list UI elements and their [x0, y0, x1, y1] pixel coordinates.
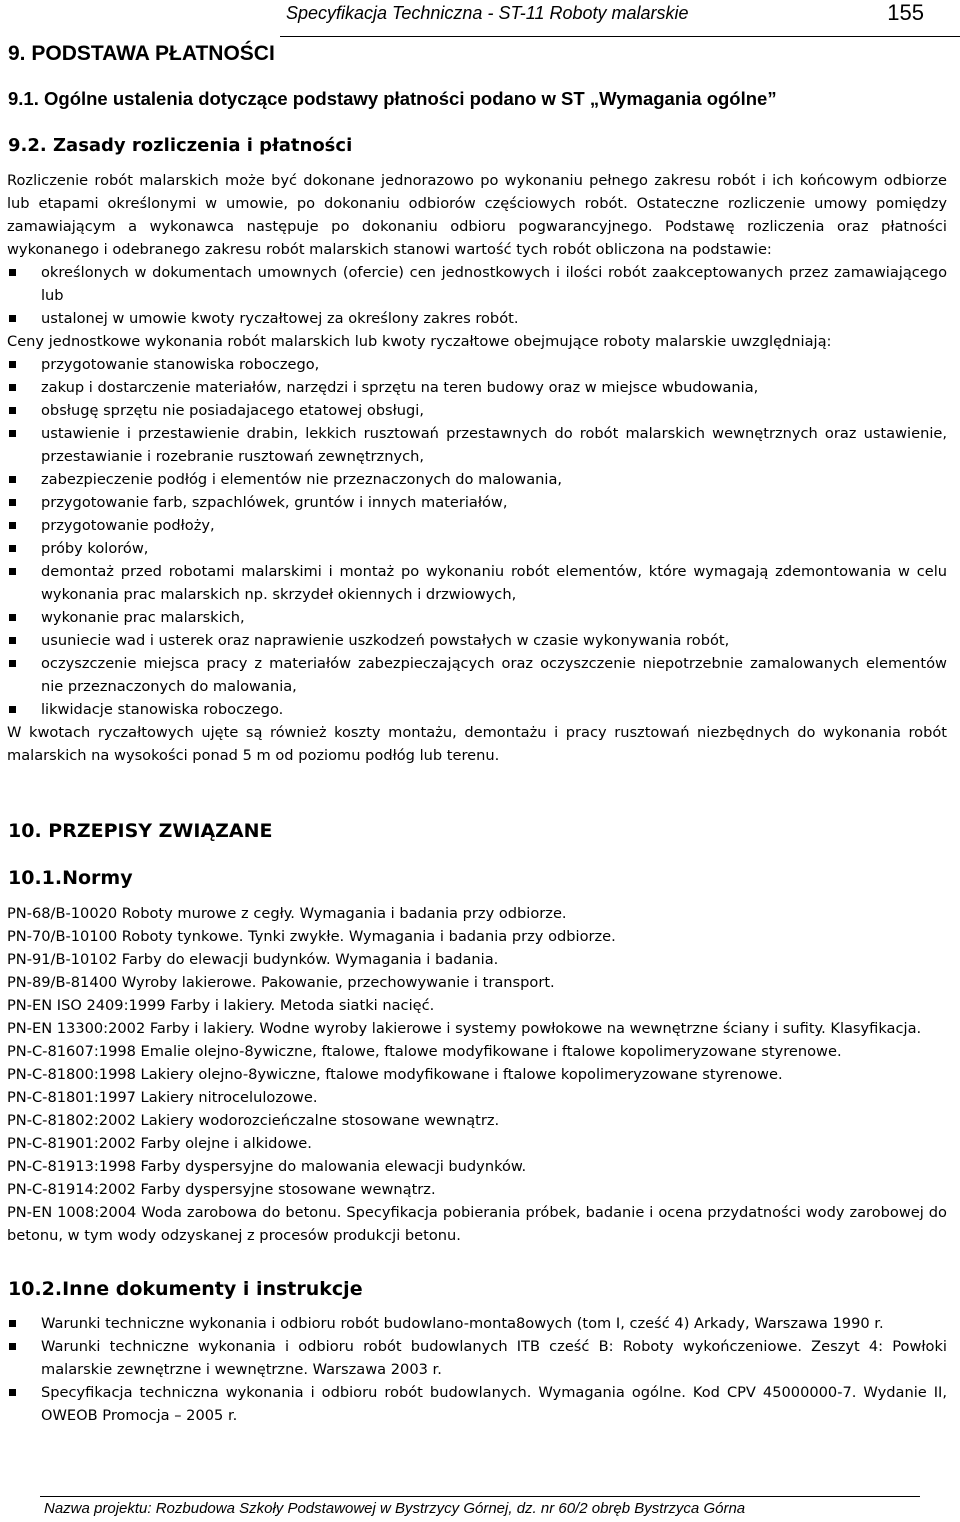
norm-item: PN-C-81913:1998 Farby dyspersyjne do malowania elewacji budynków. — [7, 1158, 527, 1175]
list-item: próby kolorów, — [7, 537, 947, 560]
unit-prices-paragraph: Ceny jednostkowe wykonania robót malarskich lub kwoty ryczałtowe obejmujące roboty malarskie uwzględniają: — [7, 333, 832, 350]
list-item: oczyszczenie miejsca pracy z materiałów zabezpieczających oraz oczyszczenie niepotrzebnie zamalowanych elementów nie przeznaczonych do malowania, — [7, 652, 947, 698]
norm-item: PN-C-81914:2002 Farby dyspersyjne stosowane wewnątrz. — [7, 1181, 436, 1198]
footer-rule — [40, 1496, 920, 1497]
section-10-1-heading: 10.1.Normy — [8, 867, 133, 889]
other-documents — [7, 1312, 947, 1427]
list-item: obsługę sprzętu nie posiadajacego etatowej obsługi, — [7, 399, 947, 422]
page-number: 155 — [887, 0, 924, 25]
list-item: Warunki techniczne wykonania i odbioru robót budowlano-monta8owych (tom I, cześć 4) Arkady, Warszawa 1990 r. — [7, 1312, 947, 1335]
list-item: ustalonej w umowie kwoty ryczałtowej za określony zakres robót. — [7, 307, 947, 330]
list-item: przygotowanie podłoży, — [7, 514, 947, 537]
norm-item: PN-C-81800:1998 Lakiery olejno-8ywiczne, ftalowe modyfikowane i ftalowe kopolimeryzowane styrenowe. — [7, 1066, 783, 1083]
lump-sum-paragraph: W kwotach ryczałtowych ujęte są również koszty montażu, demontażu i pracy rusztowań niezbędnych do wykonania robót malarskich na wysokości ponad 5 m od poziomu podłóg lub terenu. — [7, 724, 947, 764]
price-includes-list — [7, 353, 947, 721]
list-item: określonych w dokumentach umownych (ofercie) cen jednostkowych i ilości robót zaakceptowanych przez zamawiającego lub — [7, 261, 947, 307]
list-item: Warunki techniczne wykonania i odbioru robót budowlanych ITB cześć B: Roboty wykończeniowe. Zeszyt 4: Powłoki malarskie zewnętrzne i wewnętrzne. Warszawa 2003 r. — [7, 1335, 947, 1381]
norm-item: PN-C-81802:2002 Lakiery wodorozcieńczalne stosowane wewnątrz. — [7, 1112, 500, 1129]
list-item: likwidacje stanowiska roboczego. — [7, 698, 947, 721]
section-9-title: 9. PODSTAWA PŁATNOŚCI — [8, 42, 275, 65]
section-9-2-heading: 9.2. Zasady rozliczenia i płatności — [8, 135, 353, 156]
header-rule — [280, 36, 960, 37]
norm-item: PN-EN ISO 2409:1999 Farby i lakiery. Metoda siatki nacięć. — [7, 997, 435, 1014]
settlement-basis-list — [7, 261, 947, 330]
norm-item: PN-91/B-10102 Farby do elewacji budynków. Wymagania i badania. — [7, 951, 499, 968]
norm-item: PN-70/B-10100 Roboty tynkowe. Tynki zwykłe. Wymagania i badania przy odbiorze. — [7, 928, 616, 945]
documents-list — [7, 1312, 947, 1427]
norm-item: PN-68/B-10020 Roboty murowe z cegły. Wymagania i badania przy odbiorze. — [7, 905, 567, 922]
list-item: demontaż przed robotami malarskimi i montaż po wykonaniu robót elementów, które wymagają zdemontowania w celu wykonania prac malarskich np. skrzydeł okiennych i drzwiowych, — [7, 560, 947, 606]
page-header — [0, 0, 960, 42]
list-item: usuniecie wad i usterek oraz naprawienie uszkodzeń powstałych w czasie wykonywania robót, — [7, 629, 947, 652]
list-item: zakup i dostarczenie materiałów, narzędzi i sprzętu na teren budowy oraz w miejsce wbudowania, — [7, 376, 947, 399]
list-item: zabezpieczenie podłóg i elementów nie przeznaczonych do malowania, — [7, 468, 947, 491]
page-footer: Nazwa projektu: Rozbudowa Szkoły Podstawowej w Bystrzycy Górnej, dz. nr 60/2 obręb Bystrzyca Górna — [44, 1500, 746, 1517]
norm-item: PN-C-81607:1998 Emalie olejno-8ywiczne, ftalowe, ftalowe modyfikowane i ftalowe kopolimeryzowane styrenowe. — [7, 1043, 842, 1060]
norm-item: PN-EN 1008:2004 Woda zarobowa do betonu. Specyfikacja pobierania próbek, badanie i ocena przydatności wody zarobowej do betonu, w tym wody odzyskanej z procesów produkcji betonu. — [7, 1204, 947, 1244]
section-10-title: 10. PRZEPISY ZWIĄZANE — [8, 820, 273, 842]
section-9-2-body — [7, 169, 947, 767]
norm-item: PN-C-81901:2002 Farby olejne i alkidowe. — [7, 1135, 312, 1152]
list-item: wykonanie prac malarskich, — [7, 606, 947, 629]
section-9-1-heading: 9.1. Ogólne ustalenia dotyczące podstawy płatności podano w ST „Wymagania ogólne” — [8, 88, 777, 109]
list-item: przygotowanie stanowiska roboczego, — [7, 353, 947, 376]
section-10-2-heading: 10.2.Inne dokumenty i instrukcje — [8, 1278, 363, 1300]
settlement-paragraph: Rozliczenie robót malarskich może być dokonane jednorazowo po wykonaniu pełnego zakresu robót i ich końcowym odbiorze lub etapami określonymi w umowie, po dokonaniu odbiorów częściowych robót. Ostateczne rozliczenie umowy pomiędzy zamawiającym a wykonawca następuje po dokonaniu odbioru pogwarancyjnego. Podstawę rozliczenia oraz płatności wykonanego i odebranego zakresu robót malarskich stanowi wartość tych robót obliczona na podstawie: — [7, 172, 947, 258]
norms-list — [7, 902, 947, 1247]
header-title: Specyfikacja Techniczna - ST-11 Roboty malarskie — [286, 3, 689, 23]
list-item: ustawienie i przestawienie drabin, lekkich rusztowań przestawnych do robót malarskich wewnętrznych oraz ustawienie, przestawianie i rozebranie rusztowań zewnętrznych, — [7, 422, 947, 468]
norm-item: PN-EN 13300:2002 Farby i lakiery. Wodne wyroby lakierowe i systemy powłokowe na wewnętrzne ściany i sufity. Klasyfikacja. — [7, 1020, 922, 1037]
norm-item: PN-89/B-81400 Wyroby lakierowe. Pakowanie, przechowywanie i transport. — [7, 974, 555, 991]
list-item: przygotowanie farb, szpachlówek, gruntów i innych materiałów, — [7, 491, 947, 514]
norm-item: PN-C-81801:1997 Lakiery nitrocelulozowe. — [7, 1089, 318, 1106]
list-item: Specyfikacja techniczna wykonania i odbioru robót budowlanych. Wymagania ogólne. Kod CPV 45000000-7. Wydanie II, OWEOB Promocja – 2005 r. — [7, 1381, 947, 1427]
